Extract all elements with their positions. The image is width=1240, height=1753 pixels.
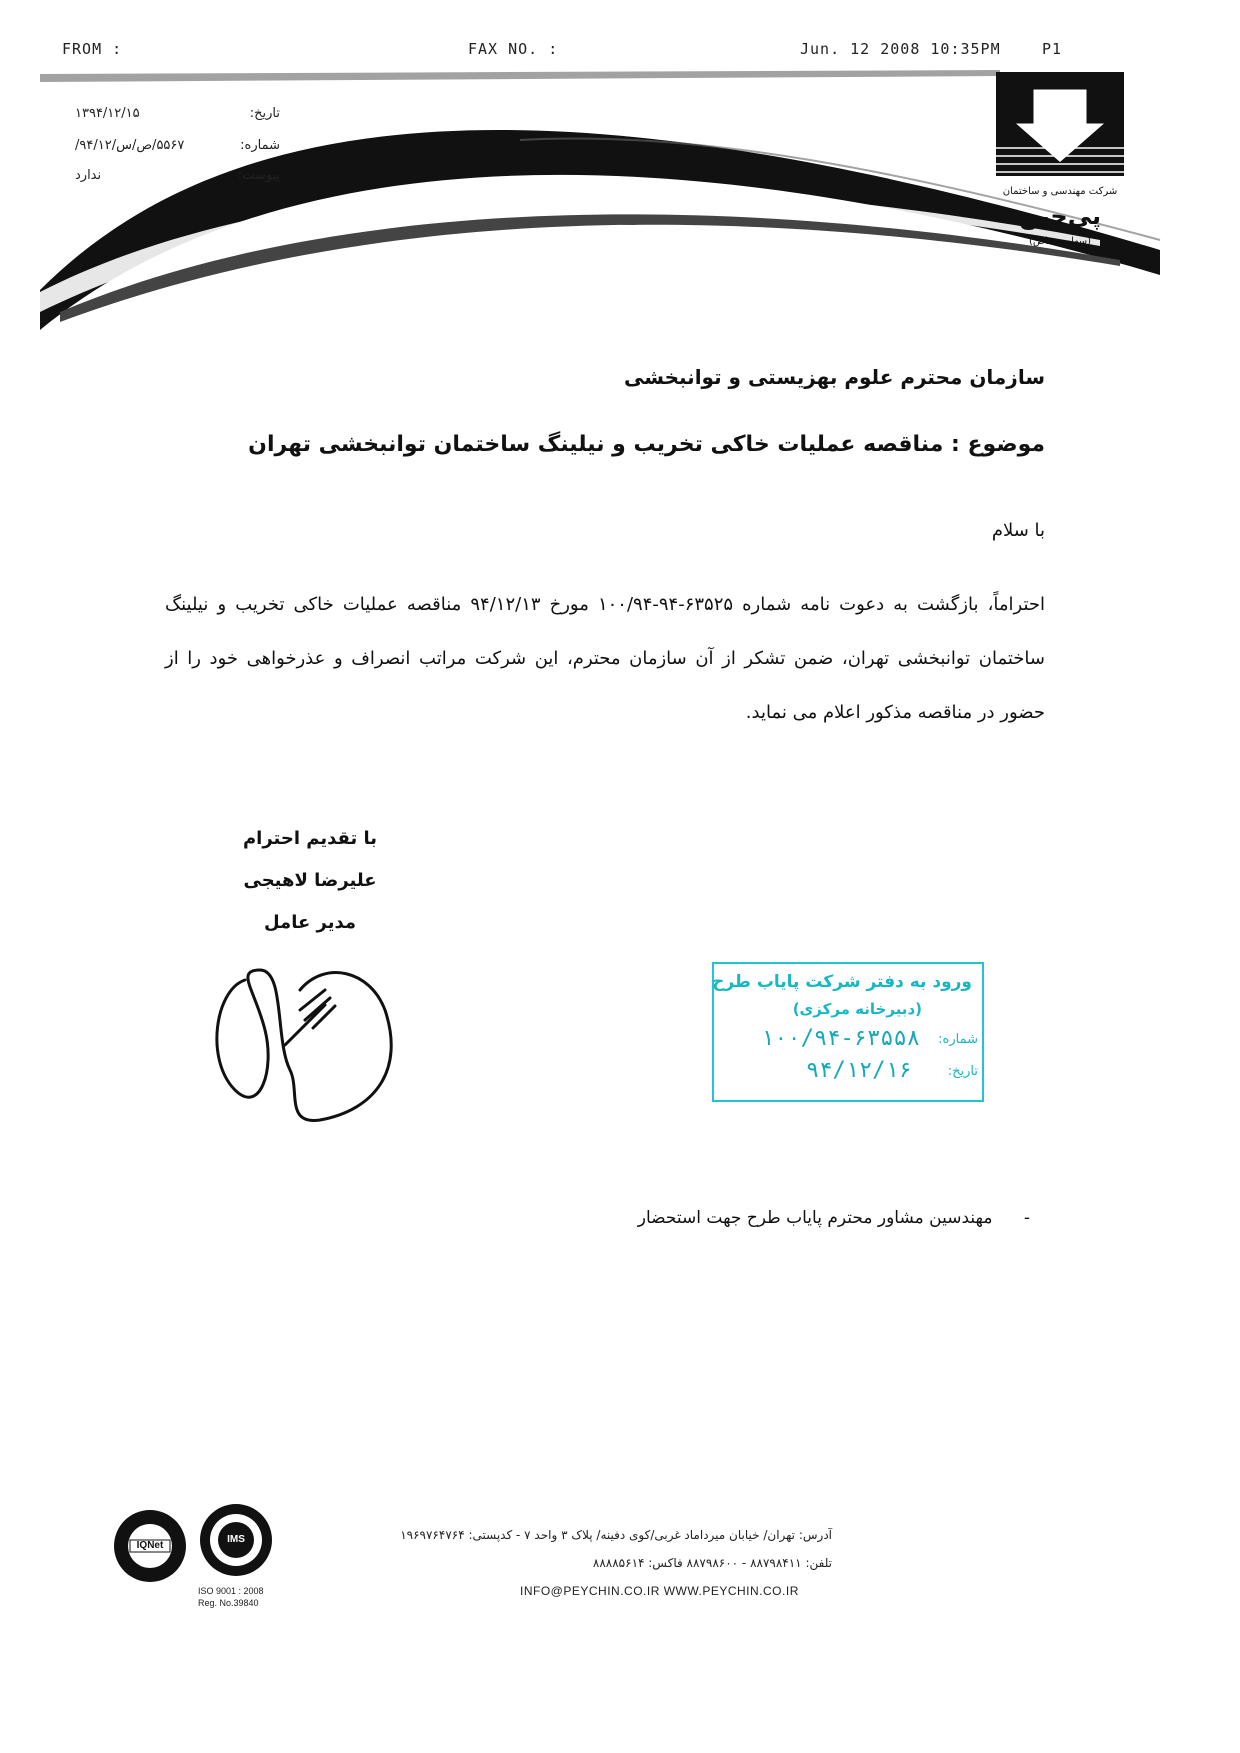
date-value: ۱۳۹۴/۱۲/۱۵ — [75, 106, 140, 121]
fax-number-label: FAX NO. : — [468, 40, 559, 58]
footer-address: آدرس: تهران/ خیابان میرداماد غربی/کوی دفینه/ پلاک ۳ واحد ۷ - کدپستی: ۱۹۶۹۷۶۴۷۶۴ — [400, 1528, 832, 1542]
closing: با تقدیم احترام — [242, 828, 378, 849]
letter-paragraph: احتراماً، بازگشت به دعوت نامه شماره ۶۳۵۲۵-۹۴-۱۰۰/۹۴ مورخ ۹۴/۱۲/۱۳ مناقصه عملیات خاکی تخریب و نیلینگ ساختمان توانبخشی تهران، ضمن تشکر از آن سازمان محترم، این شرکت مراتب انصراف و عذرخواهی خود را از حضور در مناقصه مذکور اعلام می نماید. — [165, 594, 1045, 723]
iso-cert-line: ISO 9001 : 2008 — [198, 1586, 264, 1596]
cc-dash: - — [1023, 1208, 1030, 1228]
signature-icon — [205, 950, 415, 1130]
addressee: سازمان محترم علوم بهزیستی و توانبخشی — [624, 365, 1045, 389]
iqnet-logo-text: IQNet — [136, 1540, 164, 1551]
iso-reg-line: Reg. No.39840 — [198, 1598, 259, 1608]
greeting: با سلام — [991, 520, 1045, 541]
ims-logo-text: IMS — [227, 1534, 245, 1545]
stamp-subtitle: (دبیرخانه مرکزی) — [792, 1000, 922, 1018]
footer-web: INFO@PEYCHIN.CO.IR WWW.PEYCHIN.CO.IR — [520, 1584, 799, 1598]
subject: موضوع : مناقصه عملیات خاکی تخریب و نیلینگ ساختمان توانبخشی تهران — [248, 432, 1045, 457]
cc-line — [638, 1208, 1030, 1228]
fax-datetime: Jun. 12 2008 10:35PM — [800, 40, 1001, 58]
stamp-number-label: شماره: — [938, 1032, 978, 1047]
stamp-date-value: ۹۴/۱۲/۱۶ — [806, 1058, 912, 1083]
logo-company-name: پی‌چین — [1019, 202, 1101, 230]
company-logo-icon — [990, 68, 1130, 180]
logo-company-type: شرکت مهندسی و ساختمان — [1002, 186, 1118, 197]
number-label: شماره: — [240, 138, 280, 153]
stamp-title: ورود به دفتر شرکت پایاب طرح — [712, 972, 972, 992]
signer-name: علیرضا لاهیجی — [243, 870, 377, 891]
attachment-value: ندارد — [75, 168, 102, 183]
stamp-date-label: تاریخ: — [947, 1064, 978, 1079]
fax-page: P1 — [1042, 40, 1063, 58]
cc-recipient: مهندسین مشاور محترم پایاب طرح جهت استحضار — [637, 1208, 993, 1228]
logo-company-legal: (سهامی خاص) — [1028, 236, 1092, 247]
stamp-number-value: ۱۰۰/۹۴-۶۳۵۵۸ — [761, 1026, 920, 1051]
receipt-stamp — [712, 962, 984, 1102]
date-label: تاریخ: — [249, 106, 280, 121]
footer-phones: تلفن: ۸۸۷۹۸۴۱۱ - ۸۸۷۹۸۶۰۰ فاکس: ۸۸۸۸۵۶۱۴ — [592, 1556, 832, 1570]
signer-title: مدیر عامل — [263, 912, 357, 933]
fax-from: FROM : — [62, 40, 123, 58]
number-value: ۵۵۶۷/ص/س/۹۴/۱۲/ — [75, 138, 185, 153]
attachment-label: پیوست: — [237, 168, 280, 183]
